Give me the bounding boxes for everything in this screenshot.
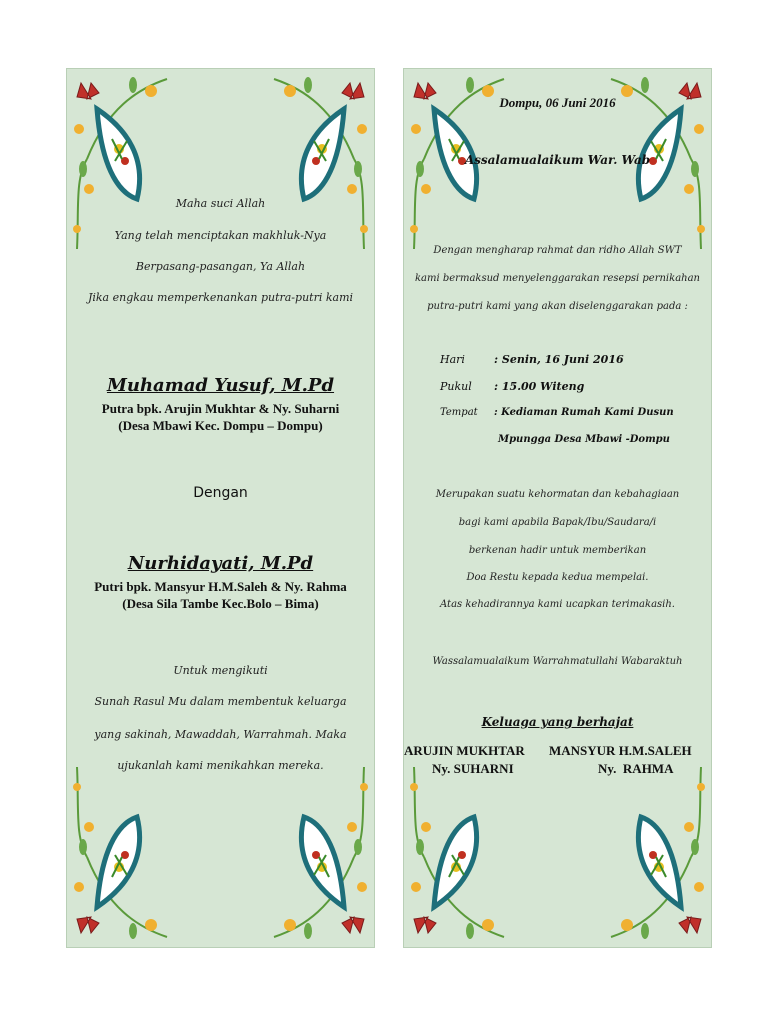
honor-line: Doa Restu kepada kedua mempelai. [466, 572, 649, 583]
date-place: Dompu, 06 Juni 2016 [499, 95, 616, 110]
bride-parents: Putri bpk. Mansyur H.M.Saleh & Ny. Rahma [94, 579, 347, 594]
detail-value: : 15.00 Witeng [494, 380, 585, 393]
opening-line: Yang telah menciptakan makhluk-Nya [114, 229, 327, 242]
closing-line: Untuk mengikuti [173, 664, 268, 677]
detail-value: : Senin, 16 Juni 2016 [494, 353, 624, 366]
intro-line: Dengan mengharap rahmat dan ridho Allah SWT [433, 245, 682, 256]
groom-origin: (Desa Mbawi Kec. Dompu – Dompu) [118, 418, 323, 433]
detail-label: Pukul [440, 380, 472, 393]
intro-line: kami bermaksud menyelenggarakan resepsi pernikahan [414, 273, 700, 284]
opening-line: Maha suci Allah [175, 197, 266, 210]
floral-ornament-icon [601, 757, 711, 947]
closing-line: ujukanlah kami menikahkan mereka. [117, 759, 324, 772]
bride-name: Nurhidayati, M.Pd [127, 553, 314, 574]
intro-line: putra-putri kami yang akan diselenggarakan pada : [427, 301, 688, 312]
floral-ornament-icon [264, 757, 374, 947]
invitation-card-left [66, 68, 375, 948]
invitation-card-right [403, 68, 712, 948]
family-left-spouse: Ny. SUHARNI [432, 761, 514, 776]
opening-line: Berpasang-pasangan, Ya Allah [135, 260, 306, 273]
honor-line: bagi kami apabila Bapak/Ibu/Saudara/i [458, 517, 657, 528]
detail-label: Tempat [440, 407, 478, 418]
detail-value: : Kediaman Rumah Kami Dusun [494, 407, 674, 418]
detail-row-place [440, 407, 674, 418]
connector-text: Dengan [193, 485, 248, 501]
family-title: Keluaga yang berhajat [481, 715, 634, 729]
salam-closing: Wassalamualaikum Warrahmatullahi Wabaraktuh [432, 656, 683, 667]
detail-row-time [440, 380, 584, 393]
family-right-spouse: Ny. RAHMA [598, 761, 674, 776]
closing-line: Sunah Rasul Mu dalam membentuk keluarga [94, 695, 347, 708]
floral-ornament-icon [404, 757, 514, 947]
honor-line: Merupakan suatu kehormatan dan kebahagiaan [435, 489, 680, 500]
groom-parents: Putra bpk. Arujin Mukhtar & Ny. Suharni [101, 401, 340, 416]
closing-line: yang sakinah, Mawaddah, Warrahmah. Maka [94, 728, 347, 741]
detail-row-place-cont [498, 434, 670, 445]
honor-line: Atas kehadirannya kami ucapkan terimakasih. [440, 599, 675, 610]
bride-origin: (Desa Sila Tambe Kec.Bolo – Bima) [122, 596, 319, 611]
honor-line: berkenan hadir untuk memberikan [468, 545, 647, 556]
family-left-name: ARUJIN MUKHTAR [404, 743, 525, 758]
family-right-name: MANSYUR H.M.SALEH [549, 743, 692, 758]
detail-row-day [440, 353, 624, 366]
groom-name: Muhamad Yusuf, M.Pd [106, 375, 335, 396]
opening-line: Jika engkau memperkenankan putra-putri kami [87, 291, 354, 304]
detail-value: Mpungga Desa Mbawi -Dompu [498, 434, 670, 445]
detail-label: Hari [440, 353, 465, 366]
greeting: Assalamualaikum War. Wab [464, 153, 651, 167]
floral-ornament-icon [67, 757, 177, 947]
